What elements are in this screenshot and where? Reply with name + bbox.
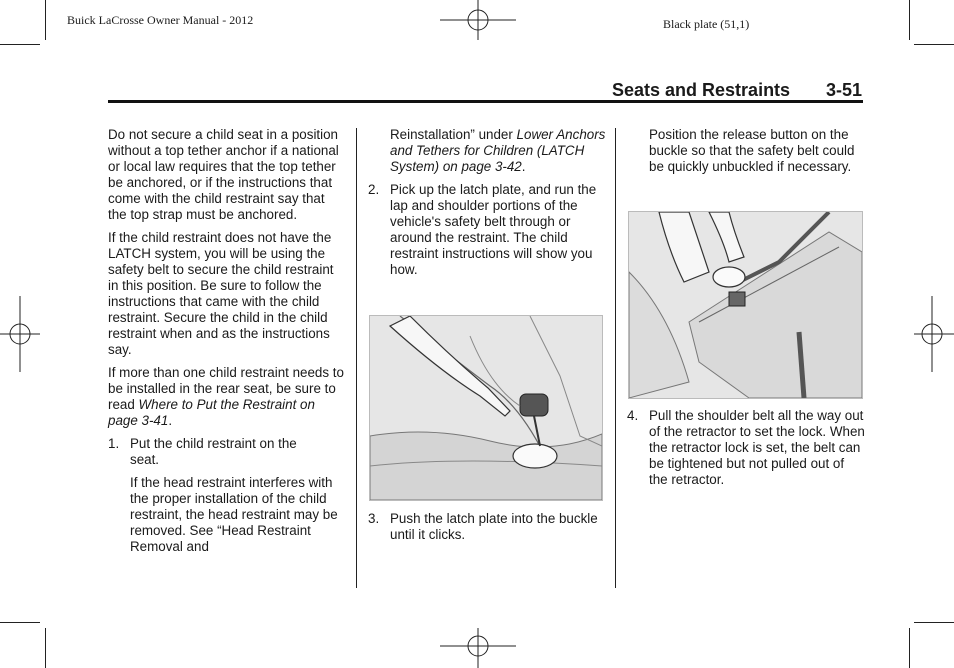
- column-3-lower: [627, 408, 865, 495]
- step-1-note: [108, 475, 346, 555]
- crop-mark: [45, 628, 46, 668]
- paragraph: Do not secure a child seat in a position without a top tether anchor if a national or local law requires that the top tether be anchored, or if the instructions that come with the child restraint say that the top strap must be anchored.: [108, 127, 339, 222]
- crop-mark: [909, 628, 910, 668]
- crop-mark: [914, 44, 954, 45]
- step-text: Push the latch plate into the buckle until it clicks.: [390, 511, 598, 542]
- manual-title: Buick LaCrosse Owner Manual - 2012: [67, 13, 254, 27]
- section-title: Seats and Restraints: [612, 80, 791, 100]
- registration-mark-bottom: [440, 628, 516, 668]
- note-text-part: .: [521, 159, 526, 174]
- step-1: [108, 436, 346, 468]
- step-4: [627, 408, 865, 488]
- column-divider: [615, 128, 616, 588]
- column-2: [368, 127, 606, 285]
- paragraph: If the child restraint does not have the LATCH system, you will be using the safety belt to secure the child restraint in this position. Be sure to follow the instructions that came with the child restraint. Secure the child in the child restraint when and as the instructions say.: [108, 230, 334, 357]
- step-2: [368, 182, 606, 278]
- buckle-illustration: [628, 211, 863, 399]
- paragraph-text: If more than one child restraint needs to be installed in the rear seat, be sure to read: [108, 365, 344, 412]
- crop-mark: [914, 622, 954, 623]
- step-text: Pull the shoulder belt all the way out of the retractor to set the lock. When the retractor lock is set, the belt can be tightened but not pulled out of the retractor.: [649, 408, 865, 487]
- note-text: [390, 127, 606, 175]
- note-text: If the head restraint interferes with the proper installation of the child restraint, the head restraint may be removed. See “Head Restraint Removal and: [130, 475, 338, 554]
- crop-mark: [0, 622, 40, 623]
- column-1: [108, 127, 346, 562]
- step-3: [368, 511, 606, 543]
- registration-mark-top: [440, 0, 516, 40]
- column-divider: [356, 128, 357, 588]
- cross-reference-link[interactable]: Where to Put the Restraint on page 3-41: [108, 397, 315, 428]
- step-number: 4.: [627, 408, 639, 423]
- cross-reference-link[interactable]: Lower Anchors and Tethers for Children (LATCH System) on page 3-42: [390, 127, 606, 174]
- crop-mark: [0, 44, 40, 45]
- step-number: 3.: [368, 511, 380, 526]
- header-rule: [108, 100, 863, 103]
- crop-mark: [45, 0, 46, 40]
- page-number: 3-51: [826, 80, 863, 100]
- column-2-lower: [368, 511, 606, 550]
- step-3-continued: [627, 127, 865, 175]
- latch-plate-illustration: [369, 315, 603, 501]
- step-text: Position the release button on the buckle so that the safety belt could be quickly unbuckled if necessary.: [649, 127, 855, 174]
- step-text: Pick up the latch plate, and run the lap and shoulder portions of the vehicle's safety belt through or around the restraint. The child restraint instructions will show you how.: [390, 182, 597, 277]
- note-text-part: Reinstallation” under: [390, 127, 517, 142]
- column-3: [627, 127, 865, 182]
- crop-mark: [909, 0, 910, 40]
- step-number: 2.: [368, 182, 380, 197]
- step-text: Put the child restraint on the seat.: [130, 436, 297, 467]
- step-1-note-continued: [368, 127, 606, 175]
- paragraph: [108, 365, 346, 429]
- registration-mark-right: [914, 296, 954, 372]
- step-number: 1.: [108, 436, 120, 451]
- plate-label: Black plate (51,1): [663, 17, 750, 31]
- paragraph-text: .: [168, 413, 173, 428]
- registration-mark-left: [0, 296, 40, 372]
